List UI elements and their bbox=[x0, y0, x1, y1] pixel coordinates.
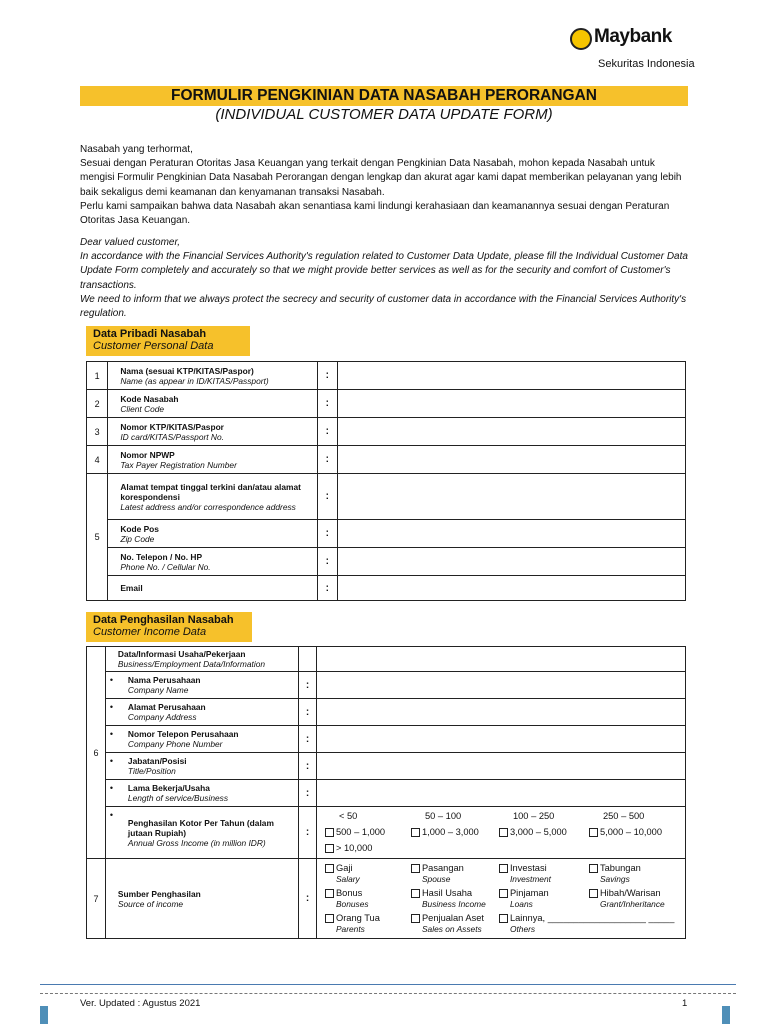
name-input[interactable] bbox=[337, 362, 685, 390]
row-number: 4 bbox=[87, 446, 108, 474]
source-option[interactable]: Investasi Investment bbox=[499, 863, 589, 885]
checkbox[interactable] bbox=[499, 914, 508, 923]
colon: : bbox=[299, 753, 317, 780]
field-label: • Alamat Perusahaan Company Address bbox=[105, 699, 298, 726]
maybank-logo bbox=[566, 26, 696, 76]
checkbox[interactable] bbox=[411, 828, 420, 837]
page-number: 1 bbox=[682, 998, 688, 1009]
section-title: Data Pribadi Nasabah bbox=[93, 328, 207, 340]
row-number: 1 bbox=[87, 362, 108, 390]
colon: : bbox=[299, 672, 317, 699]
section-personal-header bbox=[86, 326, 250, 356]
section-title-en: Customer Personal Data bbox=[93, 340, 214, 352]
footer-divider-dashed bbox=[40, 993, 736, 994]
checkbox[interactable] bbox=[499, 864, 508, 873]
colon: : bbox=[317, 362, 337, 390]
intro-indonesian bbox=[80, 143, 688, 228]
source-option[interactable]: Tabungan Savings bbox=[589, 863, 685, 885]
email-input[interactable] bbox=[337, 576, 685, 601]
income-option[interactable]: 3,000 – 5,000 bbox=[499, 827, 589, 838]
checkbox[interactable] bbox=[411, 914, 420, 923]
field-label: • Lama Bekerja/Usaha Length of service/Business bbox=[105, 780, 298, 807]
income-option[interactable]: 5,000 – 10,000 bbox=[589, 827, 685, 838]
intro-line: In accordance with the Financial Services Authority's regulation related to Customer Data Update, please fill the Individual Customer Data Update Form completely and accurately so that we might provide better services as well as for the security and comfort of Customer's transactions. bbox=[80, 251, 688, 291]
row-number: 2 bbox=[87, 390, 108, 418]
colon: : bbox=[317, 390, 337, 418]
colon: : bbox=[317, 474, 337, 520]
zip-input[interactable] bbox=[337, 520, 685, 548]
field-label: Alamat tempat tinggal terkini dan/atau alamat korespondensi Latest address and/or correspondence address bbox=[108, 474, 317, 520]
address-input[interactable] bbox=[337, 474, 685, 520]
source-option[interactable]: Bonus Bonuses bbox=[325, 888, 411, 910]
form-subtitle: (INDIVIDUAL CUSTOMER DATA UPDATE FORM) bbox=[215, 106, 553, 123]
checkbox[interactable] bbox=[325, 914, 334, 923]
field-label: Sumber Penghasilan Source of income bbox=[105, 859, 298, 939]
field-label: Kode Pos Zip Code bbox=[108, 520, 317, 548]
income-source-options bbox=[316, 859, 685, 939]
company-name-input[interactable] bbox=[316, 672, 685, 699]
checkbox[interactable] bbox=[589, 828, 598, 837]
income-label: 100 – 250 bbox=[512, 811, 555, 821]
income-label: < 50 bbox=[338, 811, 358, 821]
field-label: No. Telepon / No. HP Phone No. / Cellular No. bbox=[108, 548, 317, 576]
right-page-tab bbox=[722, 1006, 730, 1024]
checkbox[interactable] bbox=[499, 828, 508, 837]
position-input[interactable] bbox=[316, 753, 685, 780]
footer-version: Ver. Updated : Agustus 2021 bbox=[80, 998, 201, 1009]
colon: : bbox=[299, 780, 317, 807]
field-label: • Jabatan/Posisi Title/Position bbox=[105, 753, 298, 780]
footer-divider bbox=[40, 984, 736, 985]
checkbox[interactable] bbox=[499, 889, 508, 898]
logo-sub: Sekuritas Indonesia bbox=[598, 58, 695, 70]
checkbox[interactable] bbox=[411, 889, 420, 898]
npwp-input[interactable] bbox=[337, 446, 685, 474]
colon: : bbox=[317, 520, 337, 548]
checkbox[interactable] bbox=[411, 864, 420, 873]
field-label: Nomor KTP/KITAS/Paspor ID card/KITAS/Passport No. bbox=[108, 418, 317, 446]
source-option[interactable]: Hibah/Warisan Grant/Inheritance bbox=[589, 888, 685, 910]
intro-line: Sesuai dengan Peraturan Otoritas Jasa Keuangan yang terkait dengan Pengkinian Data Nasabah, mohon kepada Nasabah untuk mengisi Formulir Pengkinian Data Nasabah Perorangan dengan lengkap dan akurat agar kami dapat memberikan pelayanan yang lebih baik sekaligus demi keamanan dan kenyamanan transaksi Nasabah. bbox=[80, 158, 682, 198]
section-income-header bbox=[86, 612, 252, 642]
colon: : bbox=[299, 726, 317, 753]
intro-line: Dear valued customer, bbox=[80, 237, 181, 248]
checkbox[interactable] bbox=[325, 889, 334, 898]
source-option[interactable]: Pasangan Spouse bbox=[411, 863, 499, 885]
colon: : bbox=[317, 418, 337, 446]
field-label: Nama (sesuai KTP/KITAS/Paspor) Name (as appear in ID/KITAS/Passport) bbox=[108, 362, 317, 390]
field-label: Nomor NPWP Tax Payer Registration Number bbox=[108, 446, 317, 474]
personal-data-table bbox=[86, 361, 686, 601]
field-label: • Penghasilan Kotor Per Tahun (dalam jutaan Rupiah) Annual Gross Income (in million IDR) bbox=[105, 807, 298, 859]
company-address-input[interactable] bbox=[316, 699, 685, 726]
income-label: 50 – 100 bbox=[424, 811, 462, 821]
source-option[interactable]: Penjualan Aset Sales on Assets bbox=[411, 913, 499, 935]
intro-line: Nasabah yang terhormat, bbox=[80, 144, 193, 155]
income-option[interactable]: 1,000 – 3,000 bbox=[411, 827, 499, 838]
income-option[interactable]: > 10,000 bbox=[325, 843, 411, 854]
maybank-tiger-icon bbox=[570, 28, 592, 50]
row-number: 3 bbox=[87, 418, 108, 446]
intro-line: Perlu kami sampaikan bahwa data Nasabah akan senantiasa kami lindungi kerahasiaan dan keamanannya sesuai dengan Peraturan Otoritas Jasa Keuangan. bbox=[80, 200, 670, 227]
row-number: 6 bbox=[87, 647, 106, 859]
colon: : bbox=[317, 548, 337, 576]
field-label: • Nama Perusahaan Company Name bbox=[105, 672, 298, 699]
colon: : bbox=[317, 576, 337, 601]
form-title: FORMULIR PENGKINIAN DATA NASABAH PERORANGAN bbox=[80, 86, 688, 106]
checkbox[interactable] bbox=[589, 864, 598, 873]
colon: : bbox=[299, 699, 317, 726]
income-label: 250 – 500 bbox=[602, 811, 645, 821]
company-phone-input[interactable] bbox=[316, 726, 685, 753]
colon: : bbox=[299, 859, 317, 939]
phone-input[interactable] bbox=[337, 548, 685, 576]
source-option[interactable]: Hasil Usaha Business Income bbox=[411, 888, 499, 910]
intro-line: We need to inform that we always protect the secrecy and security of customer data in accordance with the Financial Services Authority's regulation. bbox=[80, 293, 687, 320]
source-option[interactable]: Orang Tua Parents bbox=[325, 913, 411, 935]
row-number: 7 bbox=[87, 859, 106, 939]
source-option[interactable]: Gaji Salary bbox=[325, 863, 411, 885]
income-data-table bbox=[86, 646, 686, 939]
income-option[interactable]: 500 – 1,000 bbox=[325, 827, 411, 838]
section-title-en: Customer Income Data bbox=[93, 626, 207, 638]
field-label: Data/Informasi Usaha/Pekerjaan Business/Employment Data/Information bbox=[105, 647, 298, 672]
logo-brand: Maybank bbox=[594, 26, 672, 47]
field-label: Kode Nasabah Client Code bbox=[108, 390, 317, 418]
length-service-input[interactable] bbox=[316, 780, 685, 807]
id-number-input[interactable] bbox=[337, 418, 685, 446]
checkbox[interactable] bbox=[589, 889, 598, 898]
intro-english bbox=[80, 236, 688, 321]
row-number: 5 bbox=[87, 474, 108, 601]
checkbox[interactable] bbox=[325, 864, 334, 873]
source-option-other[interactable]: Lainnya, ___________________ _____ Others bbox=[499, 913, 685, 935]
client-code-input[interactable] bbox=[337, 390, 685, 418]
section-title: Data Penghasilan Nasabah bbox=[93, 614, 234, 626]
left-page-tab bbox=[40, 1006, 48, 1024]
checkbox[interactable] bbox=[325, 844, 334, 853]
colon: : bbox=[299, 807, 317, 859]
source-option[interactable]: Pinjaman Loans bbox=[499, 888, 589, 910]
field-label: Email bbox=[108, 576, 317, 601]
checkbox[interactable] bbox=[325, 828, 334, 837]
income-options bbox=[316, 807, 685, 859]
field-label: • Nomor Telepon Perusahaan Company Phone Number bbox=[105, 726, 298, 753]
colon: : bbox=[317, 446, 337, 474]
